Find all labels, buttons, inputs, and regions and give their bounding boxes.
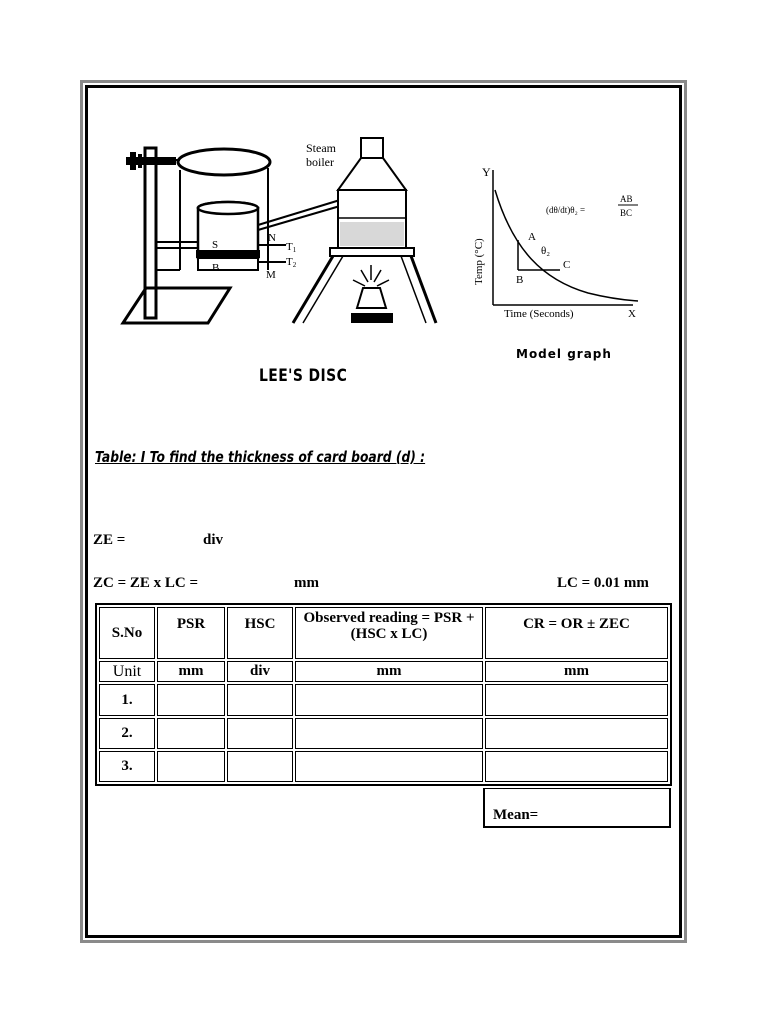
header-psr: PSR — [157, 607, 225, 659]
x-axis-label: Time (Seconds) — [504, 308, 574, 320]
label-t1: T1 — [286, 241, 297, 254]
x-axis-letter: X — [628, 308, 636, 320]
row-number: 3. — [99, 751, 155, 782]
label-m: M — [266, 269, 276, 281]
y-axis-label: Temp (°C) — [473, 238, 485, 285]
observed-cell[interactable] — [295, 751, 483, 782]
table-row — [99, 684, 668, 716]
formula-denominator: BC — [620, 208, 633, 218]
unit-hsc: div — [227, 661, 293, 682]
label-n: N — [268, 232, 276, 244]
label-t2: T2 — [286, 256, 297, 269]
header-observed-reading: Observed reading = PSR + (HSC x LC) — [295, 607, 483, 659]
observation-table — [95, 603, 672, 786]
psr-cell[interactable] — [157, 684, 225, 716]
unit-observed: mm — [295, 661, 483, 682]
lees-disc-title: LEE'S DISC — [259, 366, 348, 386]
mean-label: Mean= — [493, 807, 539, 823]
row-number: 2. — [99, 718, 155, 749]
row-number: 1. — [99, 684, 155, 716]
header-corrected-reading: CR = OR ± ZEC — [485, 607, 668, 659]
lees-disc-apparatus-diagram — [118, 130, 468, 330]
label-s: S — [212, 239, 219, 251]
psr-cell[interactable] — [157, 751, 225, 782]
observed-cell[interactable] — [295, 684, 483, 716]
corrected-cell[interactable] — [485, 718, 668, 749]
unit-label: Unit — [99, 661, 155, 682]
header-sno: S.No — [99, 607, 155, 659]
point-c: C — [563, 259, 571, 271]
observed-cell[interactable] — [295, 718, 483, 749]
point-b: B — [516, 274, 524, 286]
ze-label: ZE = — [93, 532, 126, 548]
corrected-cell[interactable] — [485, 684, 668, 716]
unit-psr: mm — [157, 661, 225, 682]
corrected-cell[interactable] — [485, 751, 668, 782]
steam-label: Steam — [306, 141, 336, 155]
boiler-label: boiler — [306, 155, 334, 169]
psr-cell[interactable] — [157, 718, 225, 749]
rate-formula: (dθ/dt)θ₂ = — [546, 205, 586, 215]
zc-label: ZC = ZE x LC = — [93, 575, 199, 591]
hsc-cell[interactable] — [227, 751, 293, 782]
header-hsc: HSC — [227, 607, 293, 659]
ze-unit: div — [203, 532, 224, 548]
table-row — [99, 751, 668, 782]
hsc-cell[interactable] — [227, 684, 293, 716]
formula-numerator: AB — [620, 194, 633, 204]
theta-label: θ₂ — [541, 245, 551, 257]
hsc-cell[interactable] — [227, 718, 293, 749]
unit-corrected: mm — [485, 661, 668, 682]
y-axis-letter: Y — [482, 165, 491, 179]
label-b: B — [212, 262, 220, 274]
least-count: LC = 0.01 mm — [557, 575, 649, 591]
model-graph-caption: Model graph — [516, 347, 612, 361]
table-row — [99, 718, 668, 749]
table-caption: Table: I To find the thickness of card board (d) : — [95, 448, 426, 466]
point-a: A — [528, 231, 536, 243]
zc-unit: mm — [294, 575, 319, 591]
mean-cell — [483, 788, 671, 828]
model-cooling-graph — [468, 160, 648, 325]
